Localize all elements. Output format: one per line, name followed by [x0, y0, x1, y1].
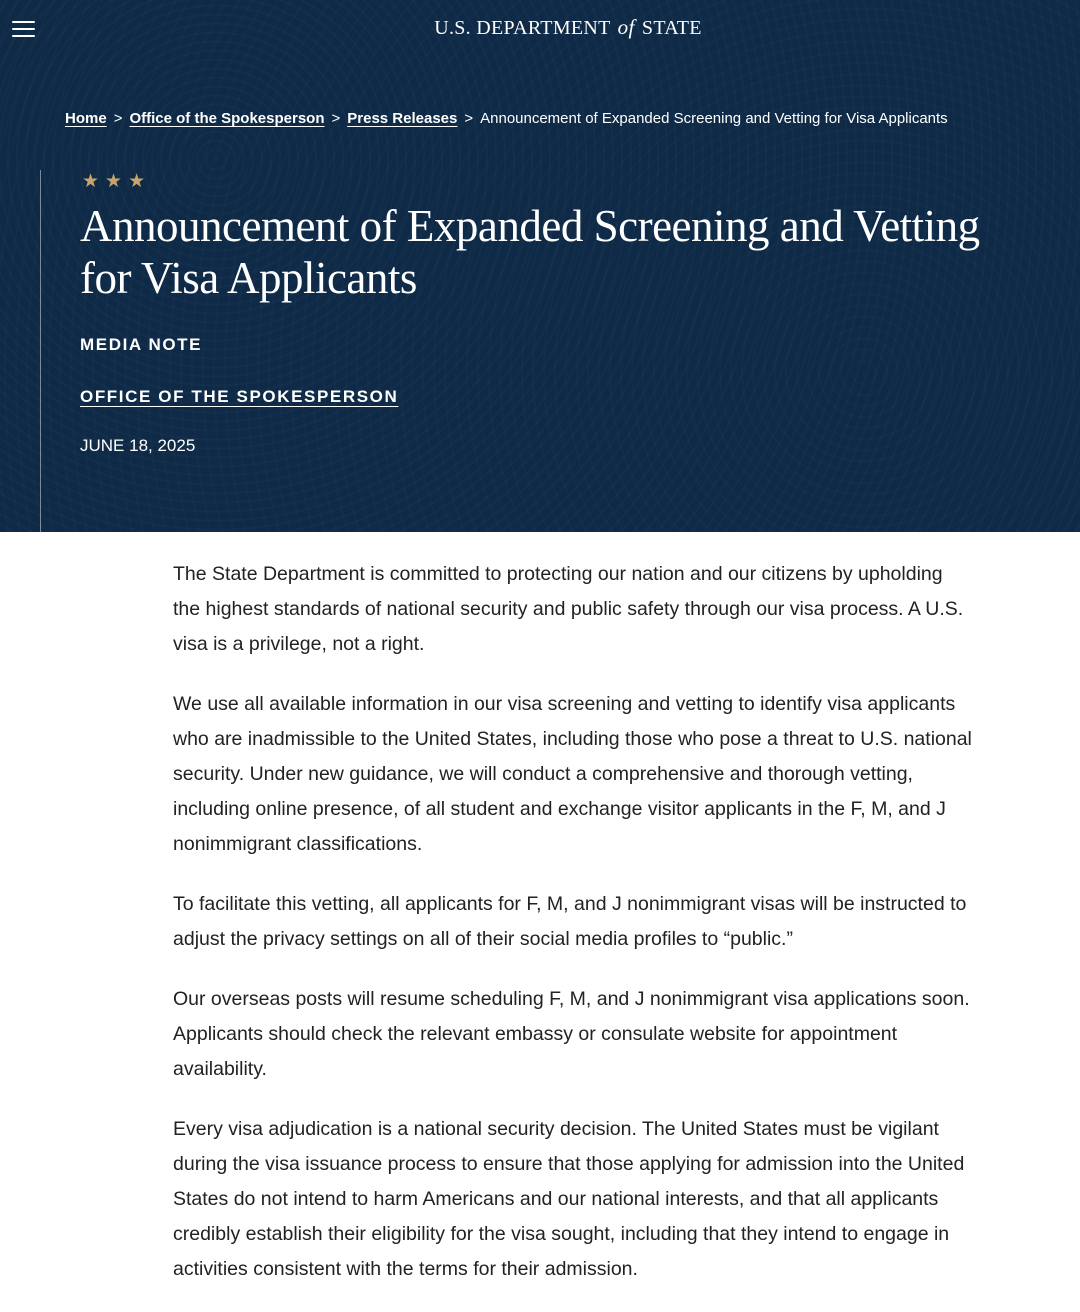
- breadcrumb: [65, 110, 948, 127]
- article-body: [173, 557, 973, 1312]
- breadcrumb-separator: >: [331, 110, 341, 127]
- site-title-pre: U.S. DEPARTMENT: [434, 17, 611, 39]
- article-paragraph: To facilitate this vetting, all applicants for F, M, and J nonimmigrant visas will be instructed to adjust the privacy settings on all of their social media profiles to “public.”: [173, 893, 967, 950]
- breadcrumb-separator: >: [464, 110, 474, 127]
- site-title-of: of: [617, 15, 635, 39]
- site-title-post: STATE: [641, 17, 702, 39]
- decorative-vertical-rule: [40, 170, 41, 532]
- breadcrumb-separator: >: [113, 110, 123, 127]
- article-paragraph: We use all available information in our visa screening and vetting to identify visa applicants who are inadmissible to the United States, including those who pose a threat to U.S. national security. Under new guidance, we will conduct a comprehensive and thorough vetting, including online presence, of all student and exchange visitor applicants in the F, M, and J nonimmigrant classifications.: [173, 693, 972, 855]
- breadcrumb-office-link[interactable]: Office of the Spokesperson: [129, 110, 325, 127]
- stars-icon: ★★★: [82, 171, 152, 192]
- article-paragraph: Our overseas posts will resume scheduling F, M, and J nonimmigrant visa applications soon. Applicants should check the relevant embassy or consulate website for appointment availability.: [173, 988, 970, 1080]
- site-logo-title[interactable]: [0, 15, 1080, 40]
- breadcrumb-home-link[interactable]: Home: [65, 110, 107, 127]
- article-paragraph: The State Department is committed to protecting our nation and our citizens by upholding the highest standards of national security and public safety through our visa process. A U.S. visa is a privilege, not a right.: [173, 563, 964, 655]
- breadcrumb-press-releases-link[interactable]: Press Releases: [347, 110, 458, 127]
- publish-date: JUNE 18, 2025: [80, 436, 196, 455]
- breadcrumb-current-page: Announcement of Expanded Screening and Vetting for Visa Applicants: [480, 110, 948, 127]
- page-title: Announcement of Expanded Screening and Vetting for Visa Applicants: [80, 201, 980, 303]
- office-of-spokesperson-link[interactable]: OFFICE OF THE SPOKESPERSON: [80, 387, 399, 406]
- article-type-label: MEDIA NOTE: [80, 335, 203, 354]
- page-header: [0, 0, 1080, 532]
- article-paragraph: Every visa adjudication is a national security decision. The United States must be vigilant during the visa issuance process to ensure that those applying for admission into the United States do not intend to harm Americans and our national interests, and that all applicants credibly establish their eligibility for the visa sought, including that they intend to engage in activities consistent with the terms for their admission.: [173, 1118, 965, 1280]
